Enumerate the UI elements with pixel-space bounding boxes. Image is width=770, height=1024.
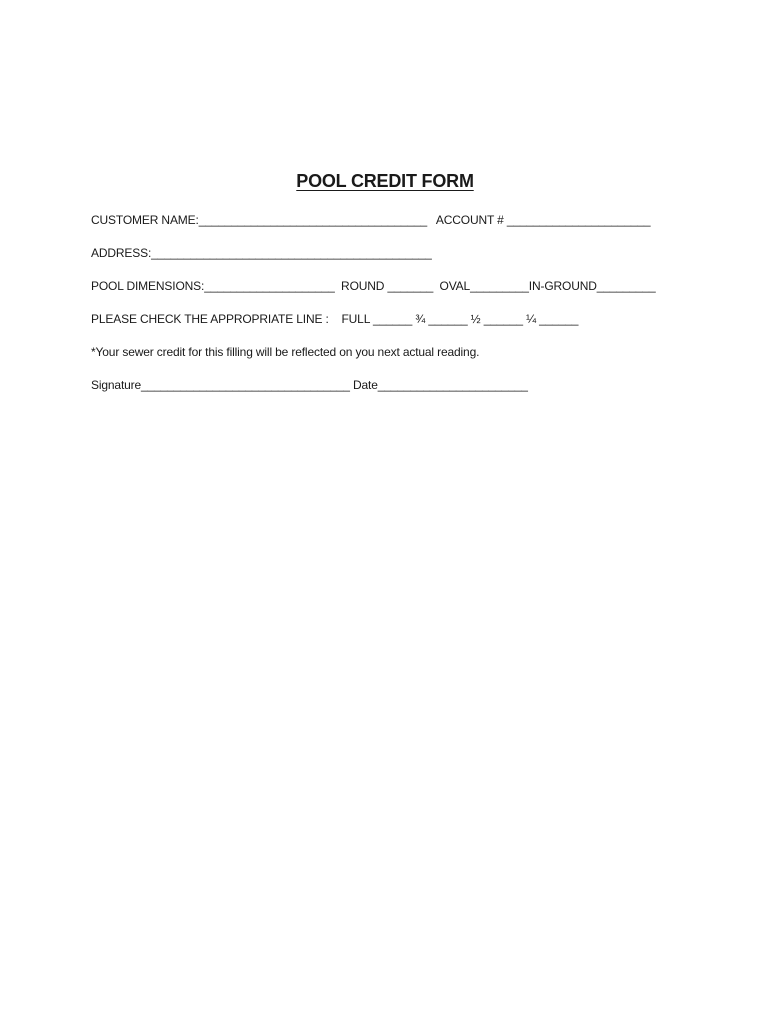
check-line-row — [91, 312, 578, 326]
address-row — [91, 246, 432, 260]
date-label: Date — [349, 378, 378, 392]
full-field[interactable]: ______ — [372, 312, 413, 326]
full-label: FULL — [341, 312, 373, 326]
oval-field[interactable]: _________ — [470, 279, 529, 293]
form-title: POOL CREDIT FORM — [296, 171, 474, 191]
sewer-credit-note: *Your sewer credit for this filling will be reflected on you next actual reading. — [91, 345, 480, 359]
address-field[interactable]: ___________________________________________ — [151, 246, 432, 260]
customer-name-label: CUSTOMER NAME: — [91, 213, 199, 227]
customer-name-field[interactable]: ___________________________________ — [198, 213, 428, 227]
inground-label: IN-GROUND — [528, 279, 597, 293]
inground-field[interactable]: _________ — [596, 279, 656, 293]
account-label: ACCOUNT # — [435, 213, 507, 227]
three-quarter-field[interactable]: ______ — [428, 312, 468, 326]
quarter-field[interactable]: ______ — [539, 312, 579, 326]
round-field[interactable]: _______ — [387, 279, 434, 293]
quarter-label: ¼ — [522, 312, 540, 326]
date-field[interactable]: _______________________ — [377, 378, 528, 392]
round-label: ROUND — [341, 279, 388, 293]
account-field[interactable]: ______________________ — [506, 213, 651, 227]
check-line-label: PLEASE CHECK THE APPROPRIATE LINE : — [91, 312, 329, 326]
signature-field[interactable]: ________________________________ — [141, 378, 350, 392]
half-field[interactable]: ______ — [483, 312, 523, 326]
address-label: ADDRESS: — [91, 246, 152, 260]
half-label: ½ — [467, 312, 484, 326]
pool-dimensions-label: POOL DIMENSIONS: — [91, 279, 205, 293]
three-quarter-label: ¾ — [412, 312, 429, 326]
pool-dimensions-field[interactable]: ____________________ — [204, 279, 335, 293]
signature-row — [91, 378, 528, 392]
oval-label: OVAL — [439, 279, 471, 293]
pool-dimensions-row — [91, 279, 655, 293]
customer-name-row — [91, 213, 650, 227]
signature-label: Signature — [91, 378, 142, 392]
